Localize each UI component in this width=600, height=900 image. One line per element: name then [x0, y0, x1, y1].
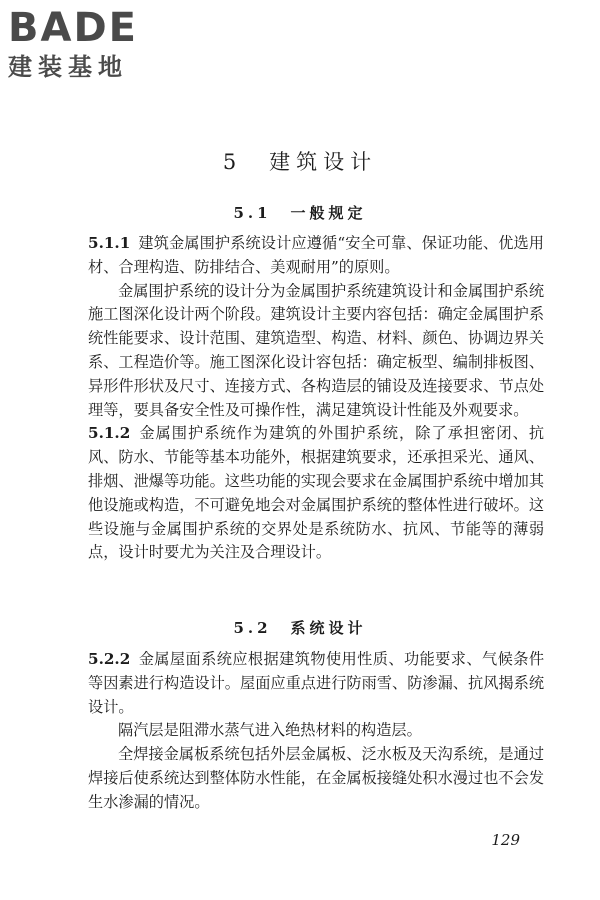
paragraph-text: 隔汽层是阻滞水蒸气进入绝热材料的构造层。 — [118, 721, 422, 740]
logo-subtitle: 建装基地 — [8, 53, 128, 81]
body-block-5-1 — [88, 232, 544, 565]
paragraph — [88, 280, 544, 423]
publisher-logo — [8, 6, 138, 82]
paragraph-text: 金属屋面系统应根据建筑物使用性质、功能要求、气候条件等因素进行构造设计。屋面应重点进行防雨雪、防渗漏、抗风揭系统设计。 — [88, 650, 544, 716]
logo-wordmark: BADE — [8, 5, 138, 51]
paragraph-text: 全焊接金属板系统包括外层金属板、泛水板及天沟系统，是通过焊接后使系统达到整体防水性能，在金属板接缝处积水漫过也不会发生水渗漏的情况。 — [88, 745, 544, 811]
clause-number: 5.1.2 — [88, 424, 131, 443]
section-title-5-2: 5.2 系统设计 — [233, 619, 367, 637]
body-block-5-2 — [88, 648, 544, 815]
clause-paragraph — [88, 422, 544, 565]
section-title-5-1: 5.1 一般规定 — [233, 204, 367, 222]
paragraph-text: 建筑金属围护系统设计应遵循“安全可靠、保证功能、优选用材、合理构造、防排结合、美观耐用”的原则。 — [88, 234, 544, 276]
clause-paragraph — [88, 232, 544, 280]
page-number: 129 — [491, 831, 520, 849]
paragraph — [88, 743, 544, 814]
paragraph — [88, 719, 544, 743]
clause-number: 5.1.1 — [88, 234, 131, 252]
paragraph-text: 金属围护系统作为建筑的外围护系统，除了承担密闭、抗风、防水、节能等基本功能外，根据建筑要求，还承担采光、通风、排烟、泄爆等功能。这些功能的实现会要求在金属围护系统中增加其他设施或构造，不可避免地会对金属围护系统的整体性进行破坏。这些设施与金属围护系统的交界处是系统防水、抗风、节能等的薄弱点，设计时要尤为关注及合理设计。 — [88, 424, 544, 562]
paragraph-text: 金属围护系统的设计分为金属围护系统建筑设计和金属围护系统施工图深化设计两个阶段。建筑设计主要内容包括：确定金属围护系统性能要求、设计范围、建筑造型、构造、材料、颜色、协调边界关系、工程造价等。施工图深化设计容包括：确定板型、编制排板图、异形件形状及尺寸、连接方式、各构造层的铺设及连接要求、节点处理等，要具备安全性及可操作性，满足建筑设计性能及外观要求。 — [88, 281, 544, 419]
clause-paragraph — [88, 648, 544, 719]
chapter-title: 5 建筑设计 — [222, 150, 378, 174]
clause-number: 5.2.2 — [88, 650, 131, 668]
